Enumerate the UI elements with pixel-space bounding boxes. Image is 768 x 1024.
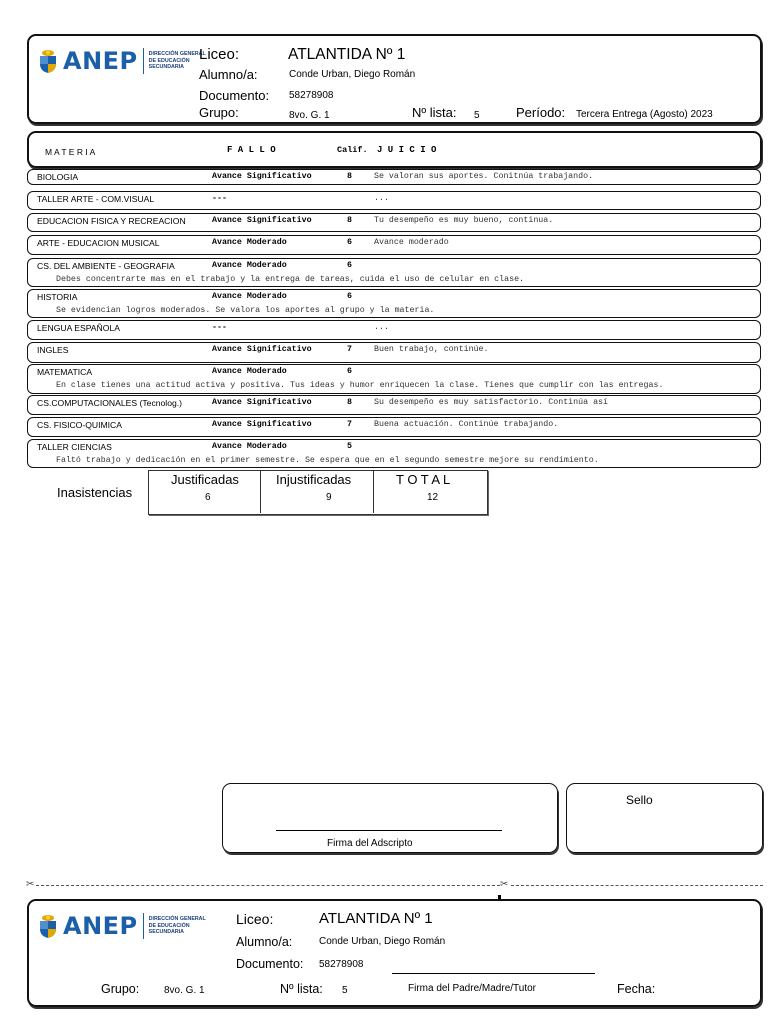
firma-adscripto-line — [276, 830, 502, 831]
talon-documento-value: 58278908 — [319, 959, 364, 970]
table-row — [27, 439, 761, 468]
subject-name: HISTORIA — [37, 292, 78, 302]
fallo-value: Avance Significativo — [212, 172, 312, 181]
periodo-value: Tercera Entrega (Agosto) 2023 — [576, 109, 713, 120]
total-label: T O T A L — [396, 472, 451, 487]
fallo-value: Avance Moderado — [212, 238, 287, 247]
calif-value: 6 — [347, 238, 352, 247]
juicio-comment: Faltó trabajo y dedicación en el primer semestre. Se espera que en el segundo semestre mejore su rendimiento. — [56, 456, 599, 465]
logo-subtitle: DIRECCIÓN GENERAL DE EDUCACIÓN SECUNDARIA — [148, 916, 206, 936]
calif-value: 6 — [347, 261, 352, 270]
grupo-label: Grupo: — [199, 105, 239, 120]
anep-logo — [37, 47, 206, 75]
logo-divider — [143, 48, 144, 74]
col-fallo: F A L L O — [227, 145, 276, 155]
talon-documento-label: Documento: — [236, 957, 304, 971]
logo-subtitle: DIRECCIÓN GENERAL DE EDUCACIÓN SECUNDARIA — [148, 51, 206, 71]
talon-lista-label: Nº lista: — [280, 982, 323, 996]
talon-alumno-value: Conde Urban, Diego Román — [319, 936, 446, 947]
sello-box — [566, 783, 763, 853]
calif-value: 6 — [347, 292, 352, 301]
table-row — [27, 342, 761, 363]
subject-name: EDUCACION FISICA Y RECREACION — [37, 216, 186, 226]
fallo-value: Avance Moderado — [212, 442, 287, 451]
subject-name: LENGUA ESPAÑOLA — [37, 323, 120, 333]
calif-value: 8 — [347, 216, 352, 225]
periodo-label: Período: — [516, 105, 566, 120]
calif-value: 5 — [347, 442, 352, 451]
firma-padre-line — [392, 973, 595, 974]
anep-logo — [37, 912, 206, 940]
coat-of-arms-icon — [37, 913, 59, 939]
documento-label: Documento: — [199, 88, 270, 103]
liceo-label: Liceo: — [199, 46, 240, 63]
fallo-value: Avance Moderado — [212, 367, 287, 376]
juicio-text: Tu desempeño es muy bueno, continua. — [374, 216, 554, 225]
table-row — [27, 320, 761, 340]
table-row — [27, 395, 761, 415]
table-row — [27, 213, 761, 232]
liceo-value: ATLANTIDA Nº 1 — [288, 46, 406, 63]
injustificadas-label: Injustificadas — [276, 472, 352, 487]
fallo-value: Avance Significativo — [212, 216, 312, 225]
fallo-value: --- — [212, 323, 227, 332]
fallo-value: Avance Moderado — [212, 261, 287, 270]
subject-name: CS. DEL AMBIENTE - GEOGRAFIA — [37, 261, 175, 271]
injustificadas-value: 9 — [326, 492, 332, 503]
subject-name: CS.COMPUTACIONALES (Tecnolog.) — [37, 398, 183, 408]
talon-liceo-value: ATLANTIDA Nº 1 — [319, 910, 433, 927]
justificadas-value: 6 — [205, 492, 211, 503]
fallo-value: Avance Moderado — [212, 292, 287, 301]
grupo-value: 8vo. G. 1 — [289, 110, 330, 121]
subject-name: ARTE - EDUCACION MUSICAL — [37, 238, 160, 248]
calif-value: 6 — [347, 367, 352, 376]
table-row — [27, 258, 761, 287]
coat-of-arms-icon — [37, 48, 59, 74]
juicio-text: Su desempeño es muy satisfactorio. Continúa así — [374, 398, 609, 407]
calif-value: 8 — [347, 398, 352, 407]
fecha-label: Fecha: — [617, 982, 656, 996]
cut-line — [511, 885, 763, 886]
calif-value: 7 — [347, 345, 352, 354]
sello-label: Sello — [626, 793, 653, 807]
scissors-icon: ✂ — [26, 879, 35, 890]
subject-name: TALLER ARTE - COM.VISUAL — [37, 194, 155, 204]
anep-logo-text: ANEP — [63, 47, 138, 75]
alumno-value: Conde Urban, Diego Román — [289, 69, 416, 80]
fallo-value: Avance Significativo — [212, 398, 312, 407]
firma-padre-label: Firma del Padre/Madre/Tutor — [408, 983, 537, 994]
juicio-text: Se valoran sus aportes. Conitnúa trabajando. — [374, 172, 594, 181]
talon-lista-value: 5 — [342, 985, 348, 996]
juicio-text: Buena actuación. Continúe trabajando. — [374, 420, 559, 429]
calif-value: 8 — [347, 172, 352, 181]
calif-value: 7 — [347, 420, 352, 429]
col-juicio: J U I C I O — [377, 145, 437, 155]
talon-liceo-label: Liceo: — [236, 911, 274, 927]
col-materia: M A T E R I A — [45, 147, 96, 157]
table-row — [27, 417, 761, 437]
documento-value: 58278908 — [289, 90, 334, 101]
fallo-value: Avance Significativo — [212, 420, 312, 429]
subject-name: INGLES — [37, 345, 69, 355]
table-row — [27, 235, 761, 255]
anep-logo-text: ANEP — [63, 912, 138, 940]
fallo-value: Avance Significativo — [212, 345, 312, 354]
table-row — [27, 169, 761, 185]
talon-grupo-label: Grupo: — [101, 982, 140, 996]
juicio-text: Avance moderado — [374, 238, 449, 247]
table-row — [27, 289, 761, 318]
subject-name: MATEMATICA — [37, 367, 93, 377]
juicio-comment: Se evidencian logros moderados. Se valora los aportes al grupo y la materia. — [56, 306, 435, 315]
inasistencias-label: Inasistencias — [57, 485, 133, 500]
firma-adscripto-label: Firma del Adscripto — [327, 838, 413, 849]
scissors-icon: ✂ — [500, 879, 509, 890]
fallo-value: --- — [212, 194, 227, 203]
juicio-comment: Debes concentrarte mas en el trabajo y la entrega de tareas, cuida el uso de celular en clase. — [56, 275, 525, 284]
lista-value: 5 — [474, 110, 480, 121]
justificadas-label: Justificadas — [171, 472, 239, 487]
subject-name: BIOLOGIA — [37, 172, 79, 182]
subject-name: TALLER CIENCIAS — [37, 442, 112, 452]
total-value: 12 — [427, 492, 439, 503]
inasistencias-divider — [260, 470, 261, 513]
subject-name: CS. FISICO-QUIMICA — [37, 420, 122, 430]
table-row — [27, 191, 761, 210]
talon-alumno-label: Alumno/a: — [236, 935, 293, 949]
inasistencias-divider — [373, 470, 374, 513]
juicio-comment: En clase tienes una actitud activa y positiva. Tus ideas y humor enriquecen la clase. Tienes que cumplir con las entregas. — [56, 381, 664, 390]
juicio-text: ... — [374, 323, 389, 332]
lista-label: Nº lista: — [412, 105, 457, 120]
talon-grupo-value: 8vo. G. 1 — [164, 985, 205, 996]
table-row — [27, 364, 761, 394]
cut-line — [36, 885, 500, 886]
col-calif: Calif. — [337, 145, 368, 155]
juicio-text: Buen trabajo, continúe. — [374, 345, 489, 354]
juicio-text: ... — [374, 194, 389, 203]
alumno-label: Alumno/a: — [199, 67, 258, 82]
logo-divider — [143, 913, 144, 939]
